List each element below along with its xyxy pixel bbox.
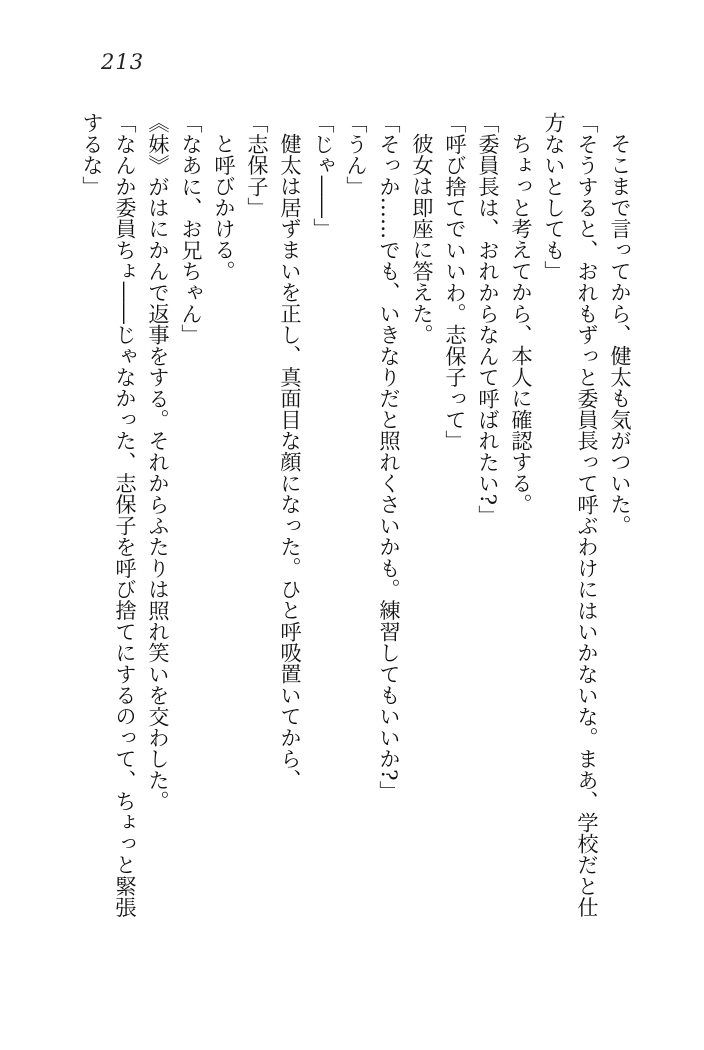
text-line: 「なあに、お兄ちゃん」 — [179, 112, 204, 346]
text-line: ちょっと考えてから、本人に確認する。 — [509, 133, 534, 515]
text-line: と呼びかける。 — [212, 133, 237, 282]
text-line: 「そっか……でも、いきなりだと照れくさいかも。練習してもいいか?」 — [377, 112, 402, 802]
text-line: 《妹》がはにかんで返事をする。それからふたりは照れ笑いを交わした。 — [146, 112, 171, 812]
text-line: 「うん」 — [344, 112, 369, 197]
page-number: 213 — [101, 50, 145, 74]
text-line: 「そうすると、おれもずっと委員長って呼ぶわけにはいかないな。まあ、学校だと仕 — [575, 112, 600, 918]
text-line: 「志保子」 — [245, 112, 270, 218]
text-line: 彼女は即座に答えた。 — [410, 133, 435, 346]
text-line: 「委員長は、おれからなんて呼ばれたい?」 — [476, 112, 501, 527]
text-line: するな」 — [80, 112, 105, 197]
text-line: 健太は居ずまいを正し、真面目な顔になった。ひと呼吸置いてから、 — [278, 133, 303, 791]
text-line: そこまで言ってから、健太も気がついた。 — [608, 133, 633, 536]
text-line: 方ないとしても」 — [542, 112, 567, 282]
text-line: 「なんか委員ちょ――じゃなかった、志保子を呼び捨てにするのって、ちょっと緊張 — [113, 112, 138, 918]
text-body — [76, 112, 637, 920]
text-line: 「呼び捨てでいいわ。志保子って」 — [443, 112, 468, 452]
text-line: 「じゃ――」 — [311, 112, 336, 240]
